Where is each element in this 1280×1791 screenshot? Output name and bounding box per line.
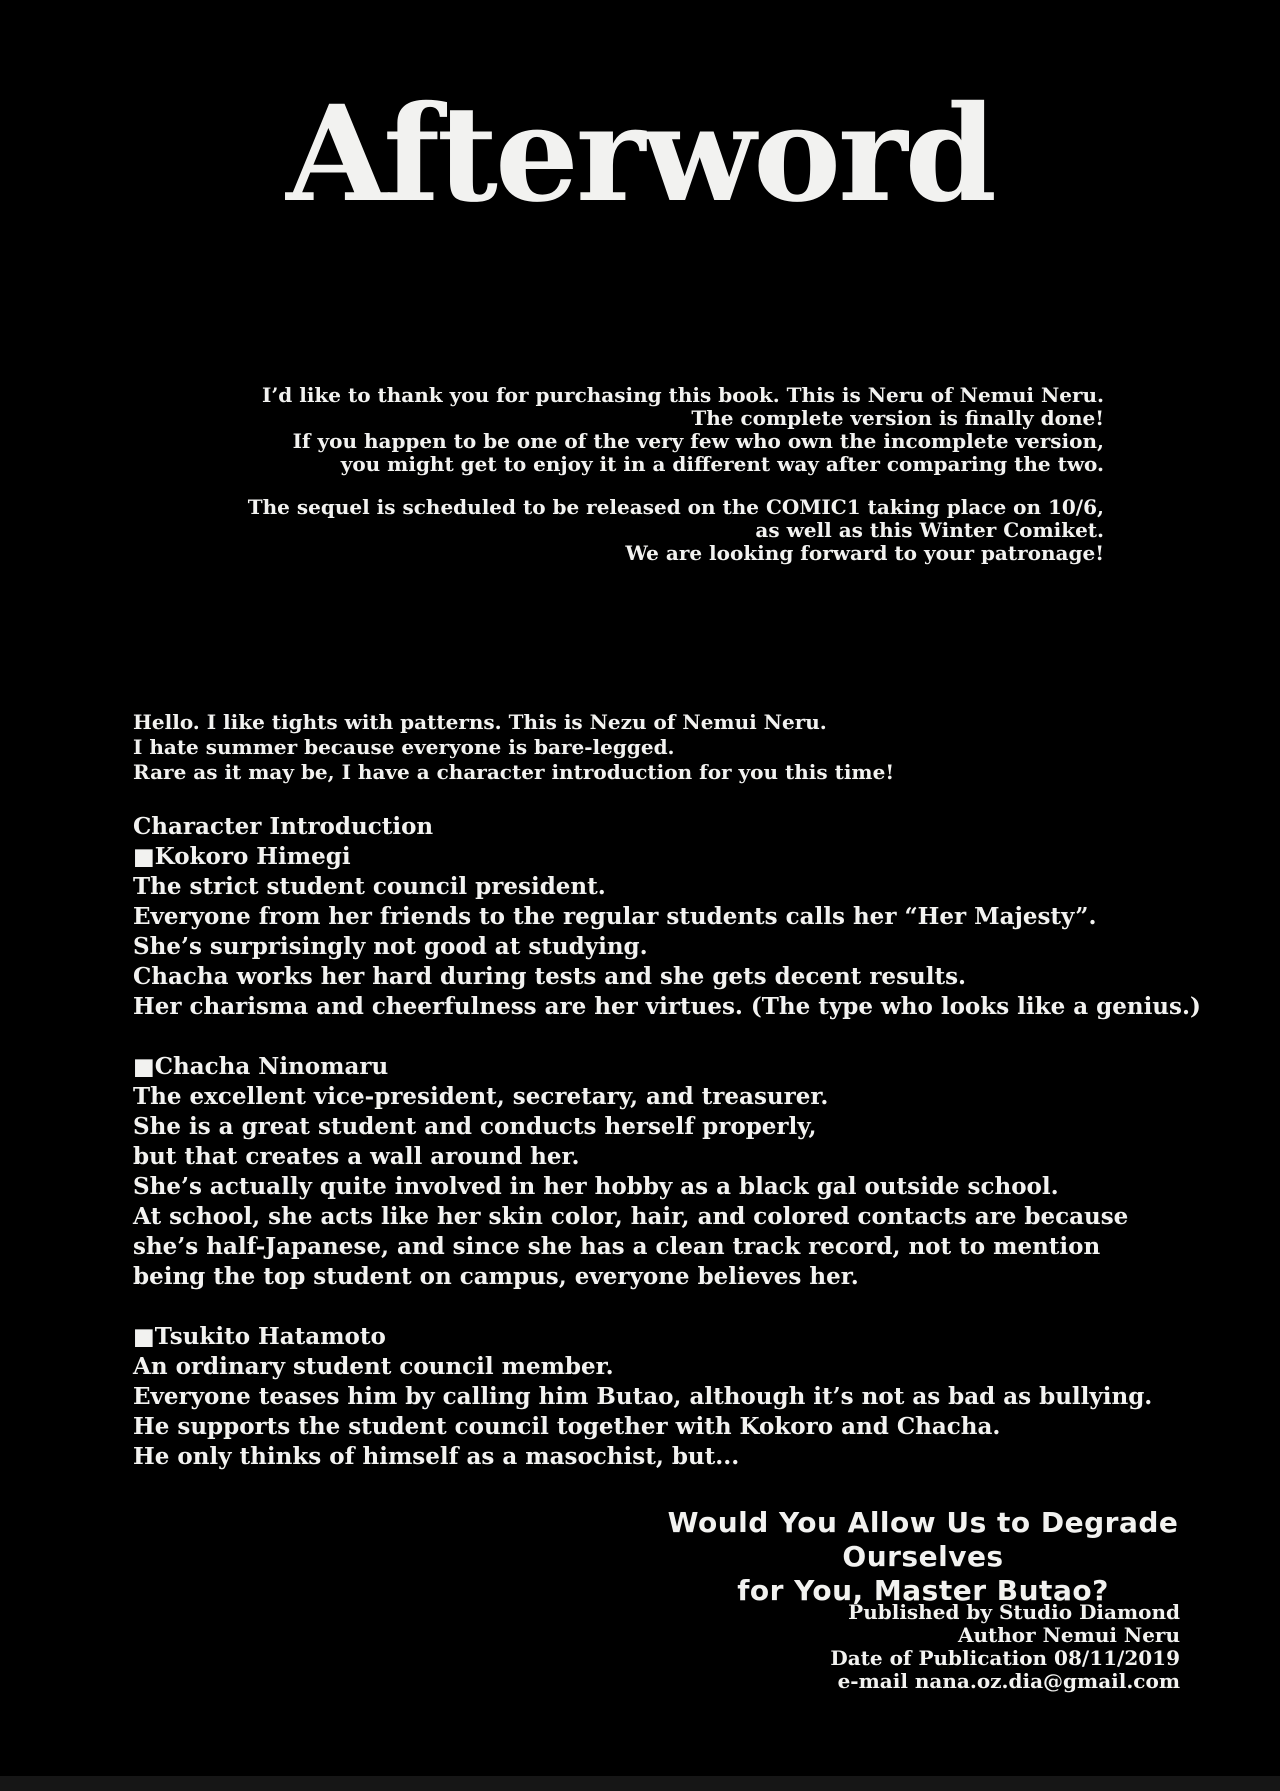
publisher-line: Published by Studio Diamond: [848, 1600, 1180, 1624]
section-tsukito: [133, 1322, 1201, 1472]
character-line: Chacha works her hard during tests and she gets decent results.: [133, 963, 967, 990]
character-line: He supports the student council together with Kokoro and Chacha.: [133, 1413, 1001, 1440]
character-line: She is a great student and conducts herself properly,: [133, 1113, 817, 1140]
thanks-line: I’d like to thank you for purchasing this book. This is Neru of Nemui Neru.: [261, 383, 1104, 407]
publication-colophon: [830, 1601, 1180, 1693]
character-line: The strict student council president.: [133, 873, 606, 900]
thanks-paragraph: [262, 384, 1104, 476]
character-line: The excellent vice-president, secretary, and treasurer.: [133, 1083, 829, 1110]
character-line: she’s half-Japanese, and since she has a clean track record, not to mention: [133, 1233, 1101, 1260]
character-line: At school, she acts like her skin color, hair, and colored contacts are because: [133, 1203, 1129, 1230]
sequel-line: We are looking forward to your patronage!: [625, 541, 1104, 565]
thanks-line: The complete version is finally done!: [691, 406, 1104, 430]
character-line: She’s surprisingly not good at studying.: [133, 933, 648, 960]
character-line: Everyone teases him by calling him Butao, although it’s not as bad as bullying.: [133, 1383, 1153, 1410]
artist-greeting: [133, 710, 894, 785]
sequel-announcement: [248, 496, 1104, 565]
greeting-line: Hello. I like tights with patterns. This is Nezu of Nemui Neru.: [133, 710, 827, 734]
page-title: Afterword: [286, 77, 994, 232]
section-chacha: [133, 1052, 1201, 1292]
character-name: ■Chacha Ninomaru: [133, 1053, 389, 1080]
character-line: He only thinks of himself as a masochist, but...: [133, 1443, 740, 1470]
email-line: e-mail nana.oz.dia@gmail.com: [837, 1669, 1180, 1693]
thanks-line: you might get to enjoy it in a different way after comparing the two.: [340, 452, 1104, 476]
character-name: ■Tsukito Hatamoto: [133, 1323, 386, 1350]
sequel-line: as well as this Winter Comiket.: [755, 518, 1104, 542]
character-line: An ordinary student council member.: [133, 1353, 614, 1380]
section-kokoro: [133, 812, 1201, 1022]
character-line: Everyone from her friends to the regular students calls her “Her Majesty”.: [133, 903, 1097, 930]
quote-line: Would You Allow Us to Degrade Ourselves: [667, 1506, 1179, 1573]
character-line: being the top student on campus, everyone believes her.: [133, 1263, 859, 1290]
book-title-quote: [643, 1506, 1203, 1608]
character-line: Her charisma and cheerfulness are her virtues. (The type who looks like a genius.): [133, 993, 1201, 1020]
character-line: She’s actually quite involved in her hobby as a black gal outside school.: [133, 1173, 1059, 1200]
page-bottom-edge: [0, 1776, 1280, 1791]
greeting-line: I hate summer because everyone is bare-legged.: [133, 735, 675, 759]
sequel-line: The sequel is scheduled to be released on the COMIC1 taking place on 10/6,: [247, 495, 1104, 519]
publication-date-line: Date of Publication 08/11/2019: [830, 1646, 1180, 1670]
thanks-line: If you happen to be one of the very few who own the incomplete version,: [292, 429, 1104, 453]
quote-line: for You, Master Butao?: [737, 1574, 1109, 1607]
greeting-line: Rare as it may be, I have a character introduction for you this time!: [133, 760, 895, 784]
author-line: Author Nemui Neru: [957, 1623, 1180, 1647]
character-name: ■Kokoro Himegi: [133, 843, 351, 870]
intro-heading: Character Introduction: [133, 813, 434, 840]
character-introduction: [133, 812, 1201, 1472]
character-line: but that creates a wall around her.: [133, 1143, 580, 1170]
